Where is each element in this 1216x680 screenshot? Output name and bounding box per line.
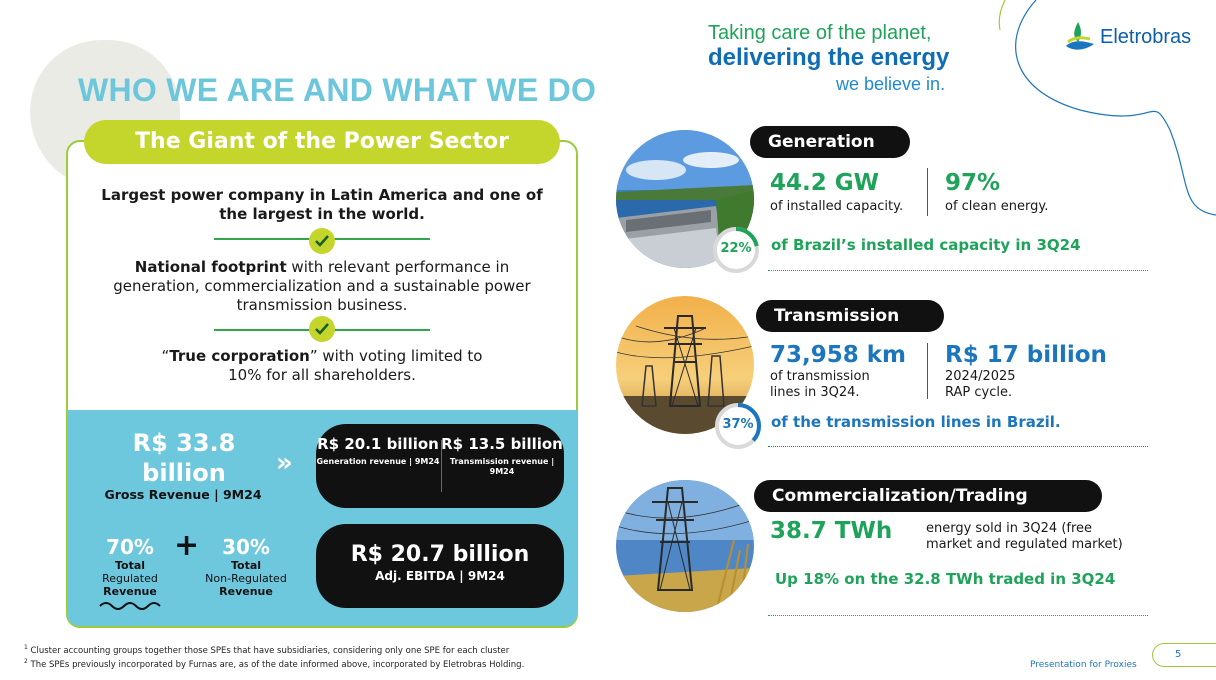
logo-text: Eletrobras (1100, 25, 1192, 48)
tagline-line-3: we believe in. (836, 74, 946, 94)
energy-sold-label-2: market and regulated market) (926, 537, 1123, 552)
generation-revenue-cell (316, 424, 440, 467)
footnote-1: $^1$ Cluster accounting groups together those SPEs that have subsidiaries, considering only one SPE for each cluster (24, 644, 510, 656)
non-regulated-label-1: Total (230, 559, 262, 572)
transmission-dotted-rule (768, 446, 1148, 447)
regulated-revenue-pct: 70% (106, 535, 154, 559)
gross-revenue-value: R$ 33.8 billion (132, 429, 236, 487)
rap-label-2: RAP cycle. (945, 385, 1013, 400)
regulated-revenue-block (80, 535, 180, 598)
generation-dotted-rule (768, 270, 1148, 271)
generation-capacity-value: 44.2 GW (770, 170, 880, 196)
footnote-2: $^2$ The SPEs previously incorporated by Furnas are, as of the date informed above, incorporated by Eletrobras Holding. (24, 658, 525, 670)
non-regulated-label-2: Non-Regulated (205, 572, 287, 585)
page-number-tab (1152, 643, 1216, 667)
ebitda-label: Adj. EBITDA | 9M24 (375, 569, 505, 583)
regulated-label-2: Regulated (102, 572, 158, 585)
ebitda-value: R$ 20.7 billion (350, 542, 530, 567)
regulated-label-3: Revenue (103, 585, 157, 598)
rap-value: R$ 17 billion (945, 342, 1107, 368)
generation-capacity-label: of installed capacity. (770, 199, 904, 214)
double-chevron-icon: » (276, 448, 293, 478)
wave-underline-icon (98, 600, 164, 610)
page-title: WHO WE ARE AND WHAT WE DO (78, 72, 597, 108)
transmission-share-badge: 37% (722, 417, 754, 432)
presentation-label: Presentation for Proxies (1030, 660, 1137, 670)
leaf-drop-icon (1064, 20, 1096, 54)
commercialization-pill: Commercialization/Trading (754, 480, 1102, 512)
rap-label-1: 2024/2025 (945, 369, 1016, 384)
tagline-line-1: Taking care of the planet, (708, 22, 932, 44)
giant-heading-pill: The Giant of the Power Sector (84, 120, 560, 164)
non-regulated-revenue-pct: 30% (222, 535, 270, 559)
generation-revenue-value: R$ 20.1 billion (317, 435, 439, 453)
generation-share-text: of Brazil’s installed capacity in 3Q24 (771, 236, 1081, 254)
clean-energy-value: 97% (945, 170, 1001, 196)
true-corporation-text: “True corporation” with voting limited to 10% for all shareholders. (161, 347, 483, 384)
national-footprint-text: National footprint with relevant performance in generation, commercialization and a sustainable power transmission business. (113, 258, 531, 314)
clean-energy-label: of clean energy. (945, 199, 1049, 214)
power-line-field-photo (616, 480, 754, 612)
gross-revenue-label: Gross Revenue | 9M24 (104, 487, 262, 502)
ebitda-pill (316, 524, 564, 608)
energy-sold-label-1: energy sold in 3Q24 (free (926, 521, 1093, 536)
check-icon (309, 228, 335, 254)
plus-icon: + (174, 528, 200, 563)
eletrobras-logo (1064, 20, 1191, 54)
transmission-revenue-cell (440, 424, 564, 477)
transmission-km-label-2: lines in 3Q24. (770, 385, 860, 400)
transmission-pill: Transmission (756, 300, 944, 332)
traded-growth-text: Up 18% on the 32.8 TWh traded in 3Q24 (775, 570, 1116, 588)
non-regulated-label-3: Revenue (219, 585, 273, 598)
largest-company-text: Largest power company in Latin America and one of the largest in the world. (101, 186, 543, 223)
non-regulated-revenue-block (196, 535, 296, 598)
generation-share-badge: 22% (720, 241, 752, 256)
transmission-revenue-value: R$ 13.5 billion (441, 435, 563, 453)
regulated-label-1: Total (114, 559, 146, 572)
page-number: 5 (1175, 649, 1182, 660)
commercialization-dotted-rule (768, 615, 1148, 616)
transmission-revenue-label: Transmission revenue | 9M24 (449, 457, 555, 476)
transmission-share-text: of the transmission lines in Brazil. (771, 413, 1061, 431)
check-icon (309, 316, 335, 342)
revenue-split-pill (316, 424, 564, 508)
generation-revenue-label: Generation revenue | 9M24 (316, 457, 440, 466)
generation-pill: Generation (750, 126, 910, 158)
generation-stat-divider (927, 168, 928, 216)
tagline-line-2: delivering the energy (708, 44, 950, 71)
energy-sold-value: 38.7 TWh (770, 518, 893, 544)
transmission-km-label-1: of transmission (770, 369, 870, 384)
transmission-stat-divider (927, 343, 928, 399)
transmission-km-value: 73,958 km (770, 342, 907, 368)
